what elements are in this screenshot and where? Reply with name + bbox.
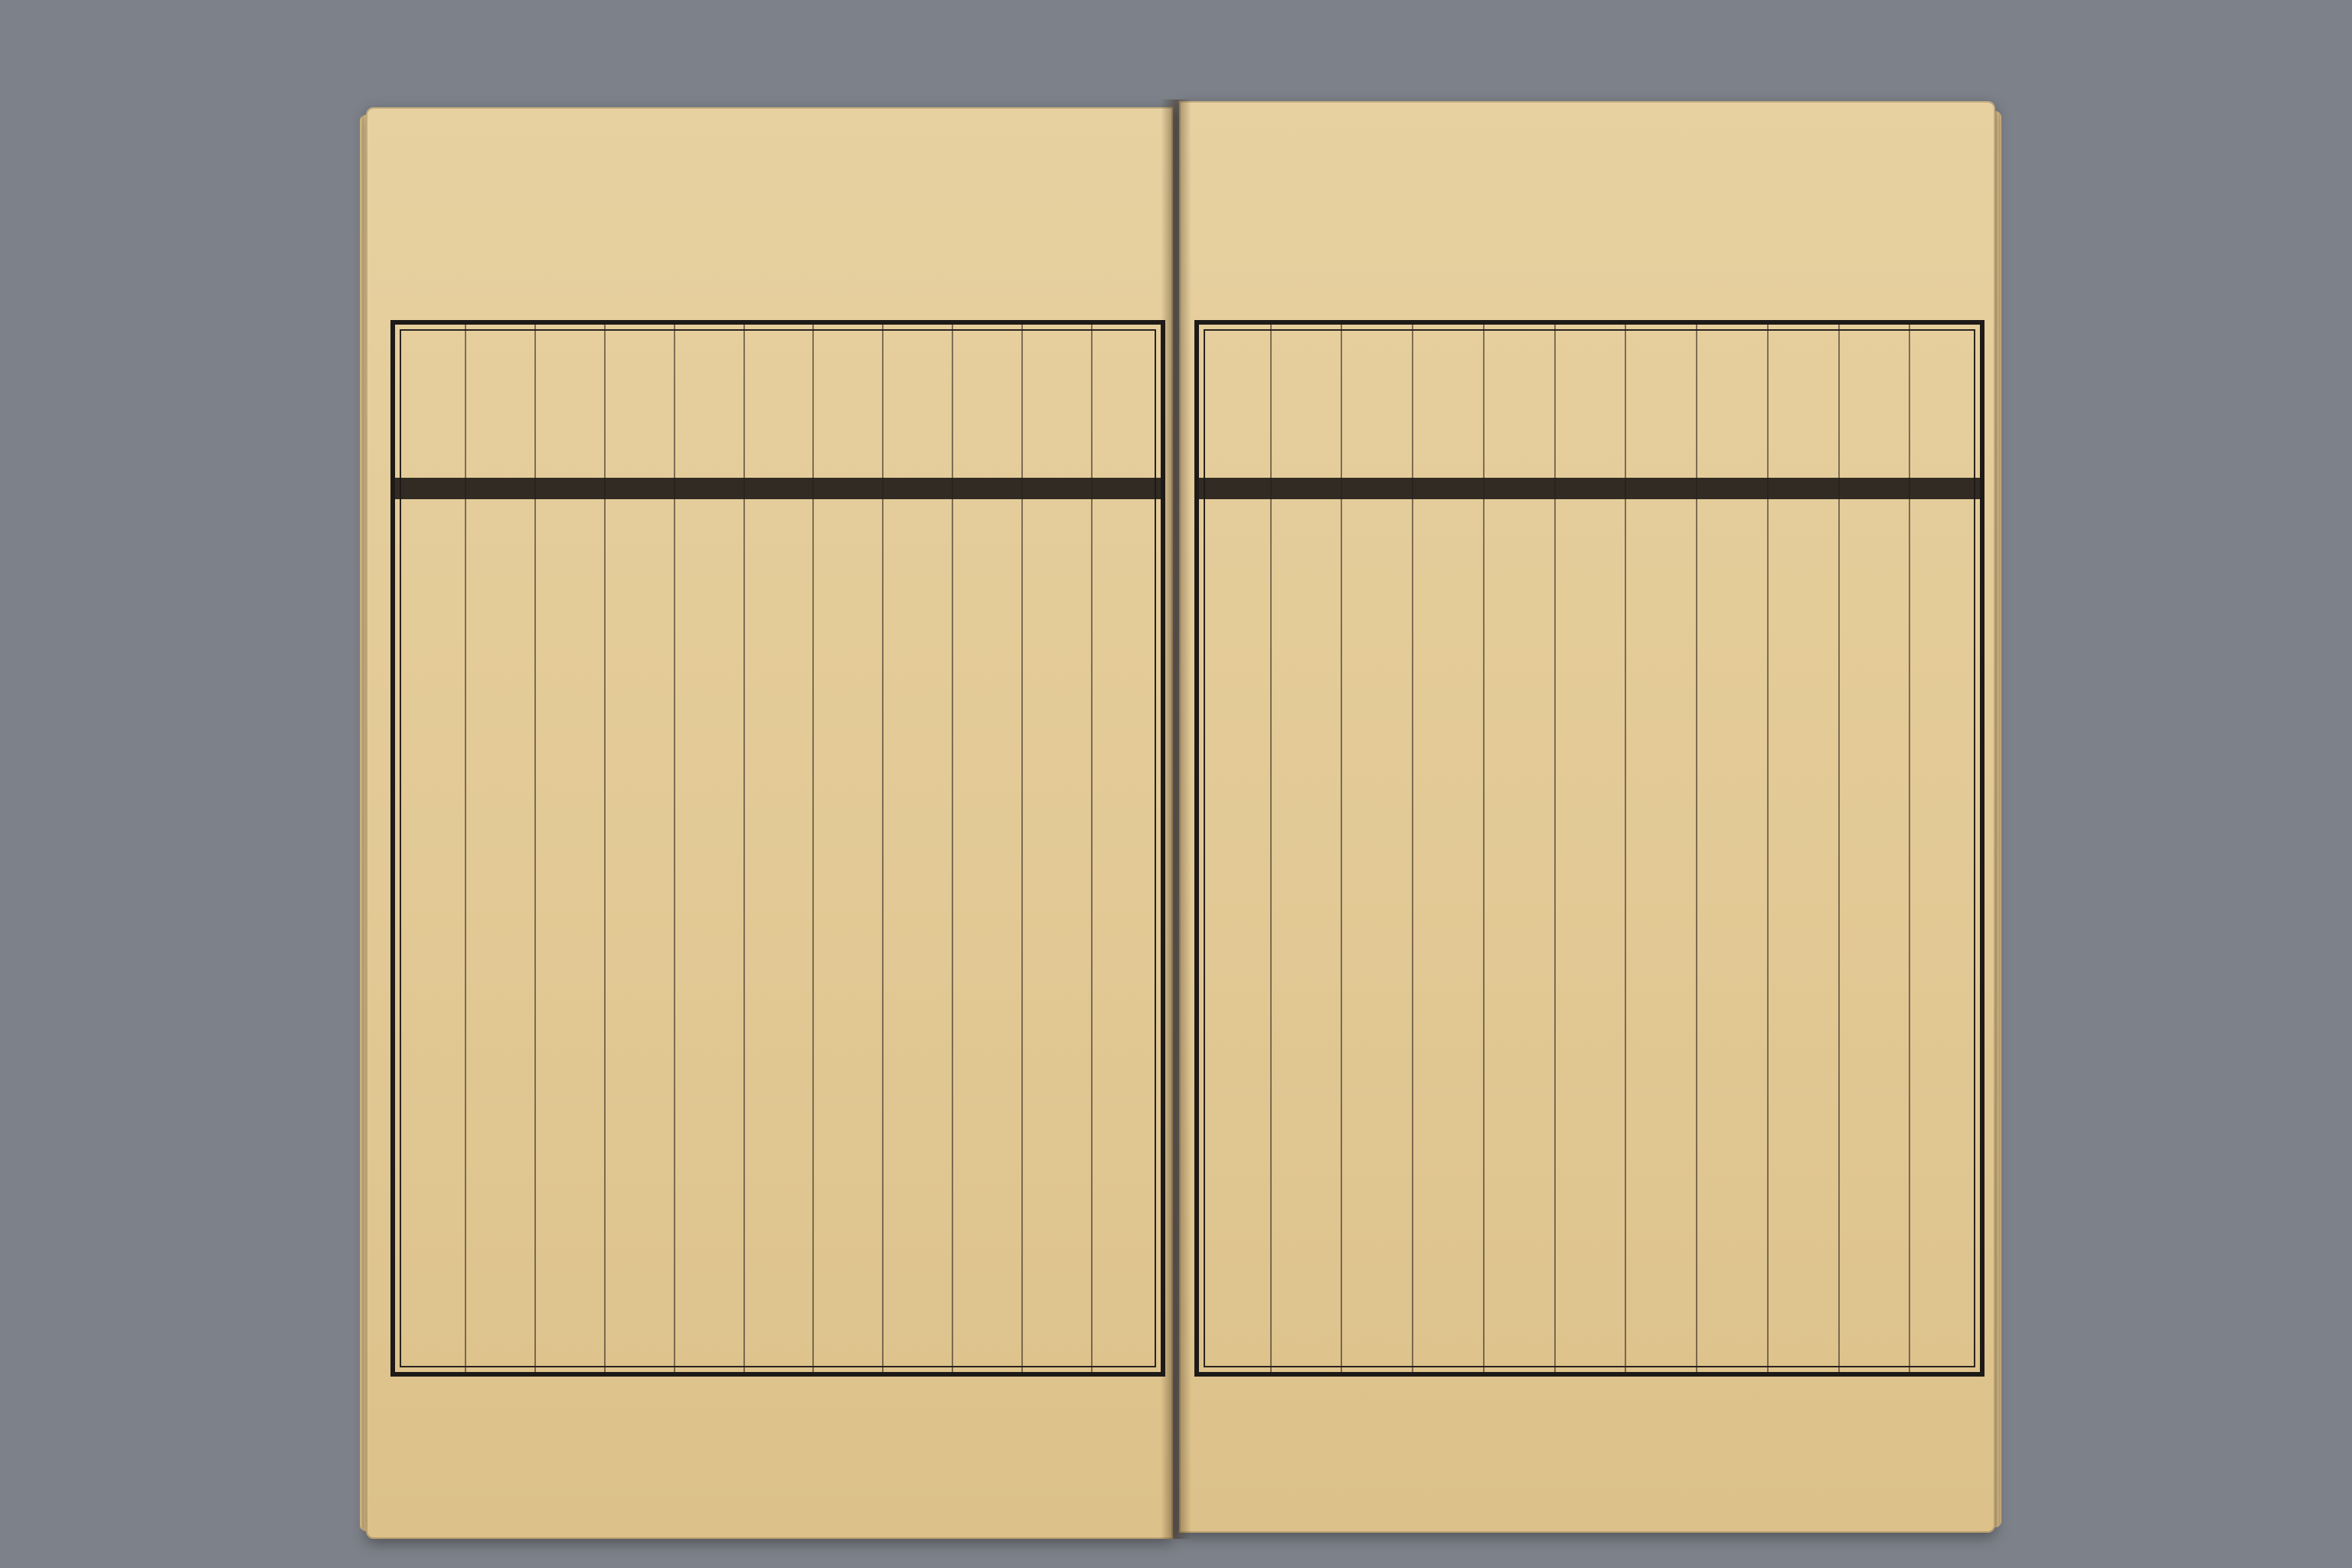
- column-rule: [812, 325, 814, 1372]
- column-rule: [952, 325, 953, 1372]
- column-rule: [1341, 325, 1342, 1372]
- column-rule: [1412, 325, 1413, 1372]
- column-rule: [1021, 325, 1023, 1372]
- column-rule: [743, 325, 745, 1372]
- right-text-frame: [1194, 320, 1984, 1377]
- column-rule: [674, 325, 675, 1372]
- column-rule: [882, 325, 884, 1372]
- column-rule: [1554, 325, 1556, 1372]
- book-gutter: [1161, 100, 1191, 1539]
- column-rule: [1909, 325, 1910, 1372]
- left-text-frame: [390, 320, 1165, 1377]
- column-rule: [1270, 325, 1272, 1372]
- column-rule: [534, 325, 536, 1372]
- right-fishtail-mark: [1199, 478, 1980, 499]
- column-rule: [1838, 325, 1840, 1372]
- column-rule: [1091, 325, 1093, 1372]
- column-rule: [465, 325, 466, 1372]
- column-rule: [1696, 325, 1697, 1372]
- left-fishtail-mark: [395, 478, 1161, 499]
- column-rule: [604, 325, 606, 1372]
- column-rule: [1767, 325, 1769, 1372]
- column-rule: [1483, 325, 1485, 1372]
- column-rule: [1625, 325, 1626, 1372]
